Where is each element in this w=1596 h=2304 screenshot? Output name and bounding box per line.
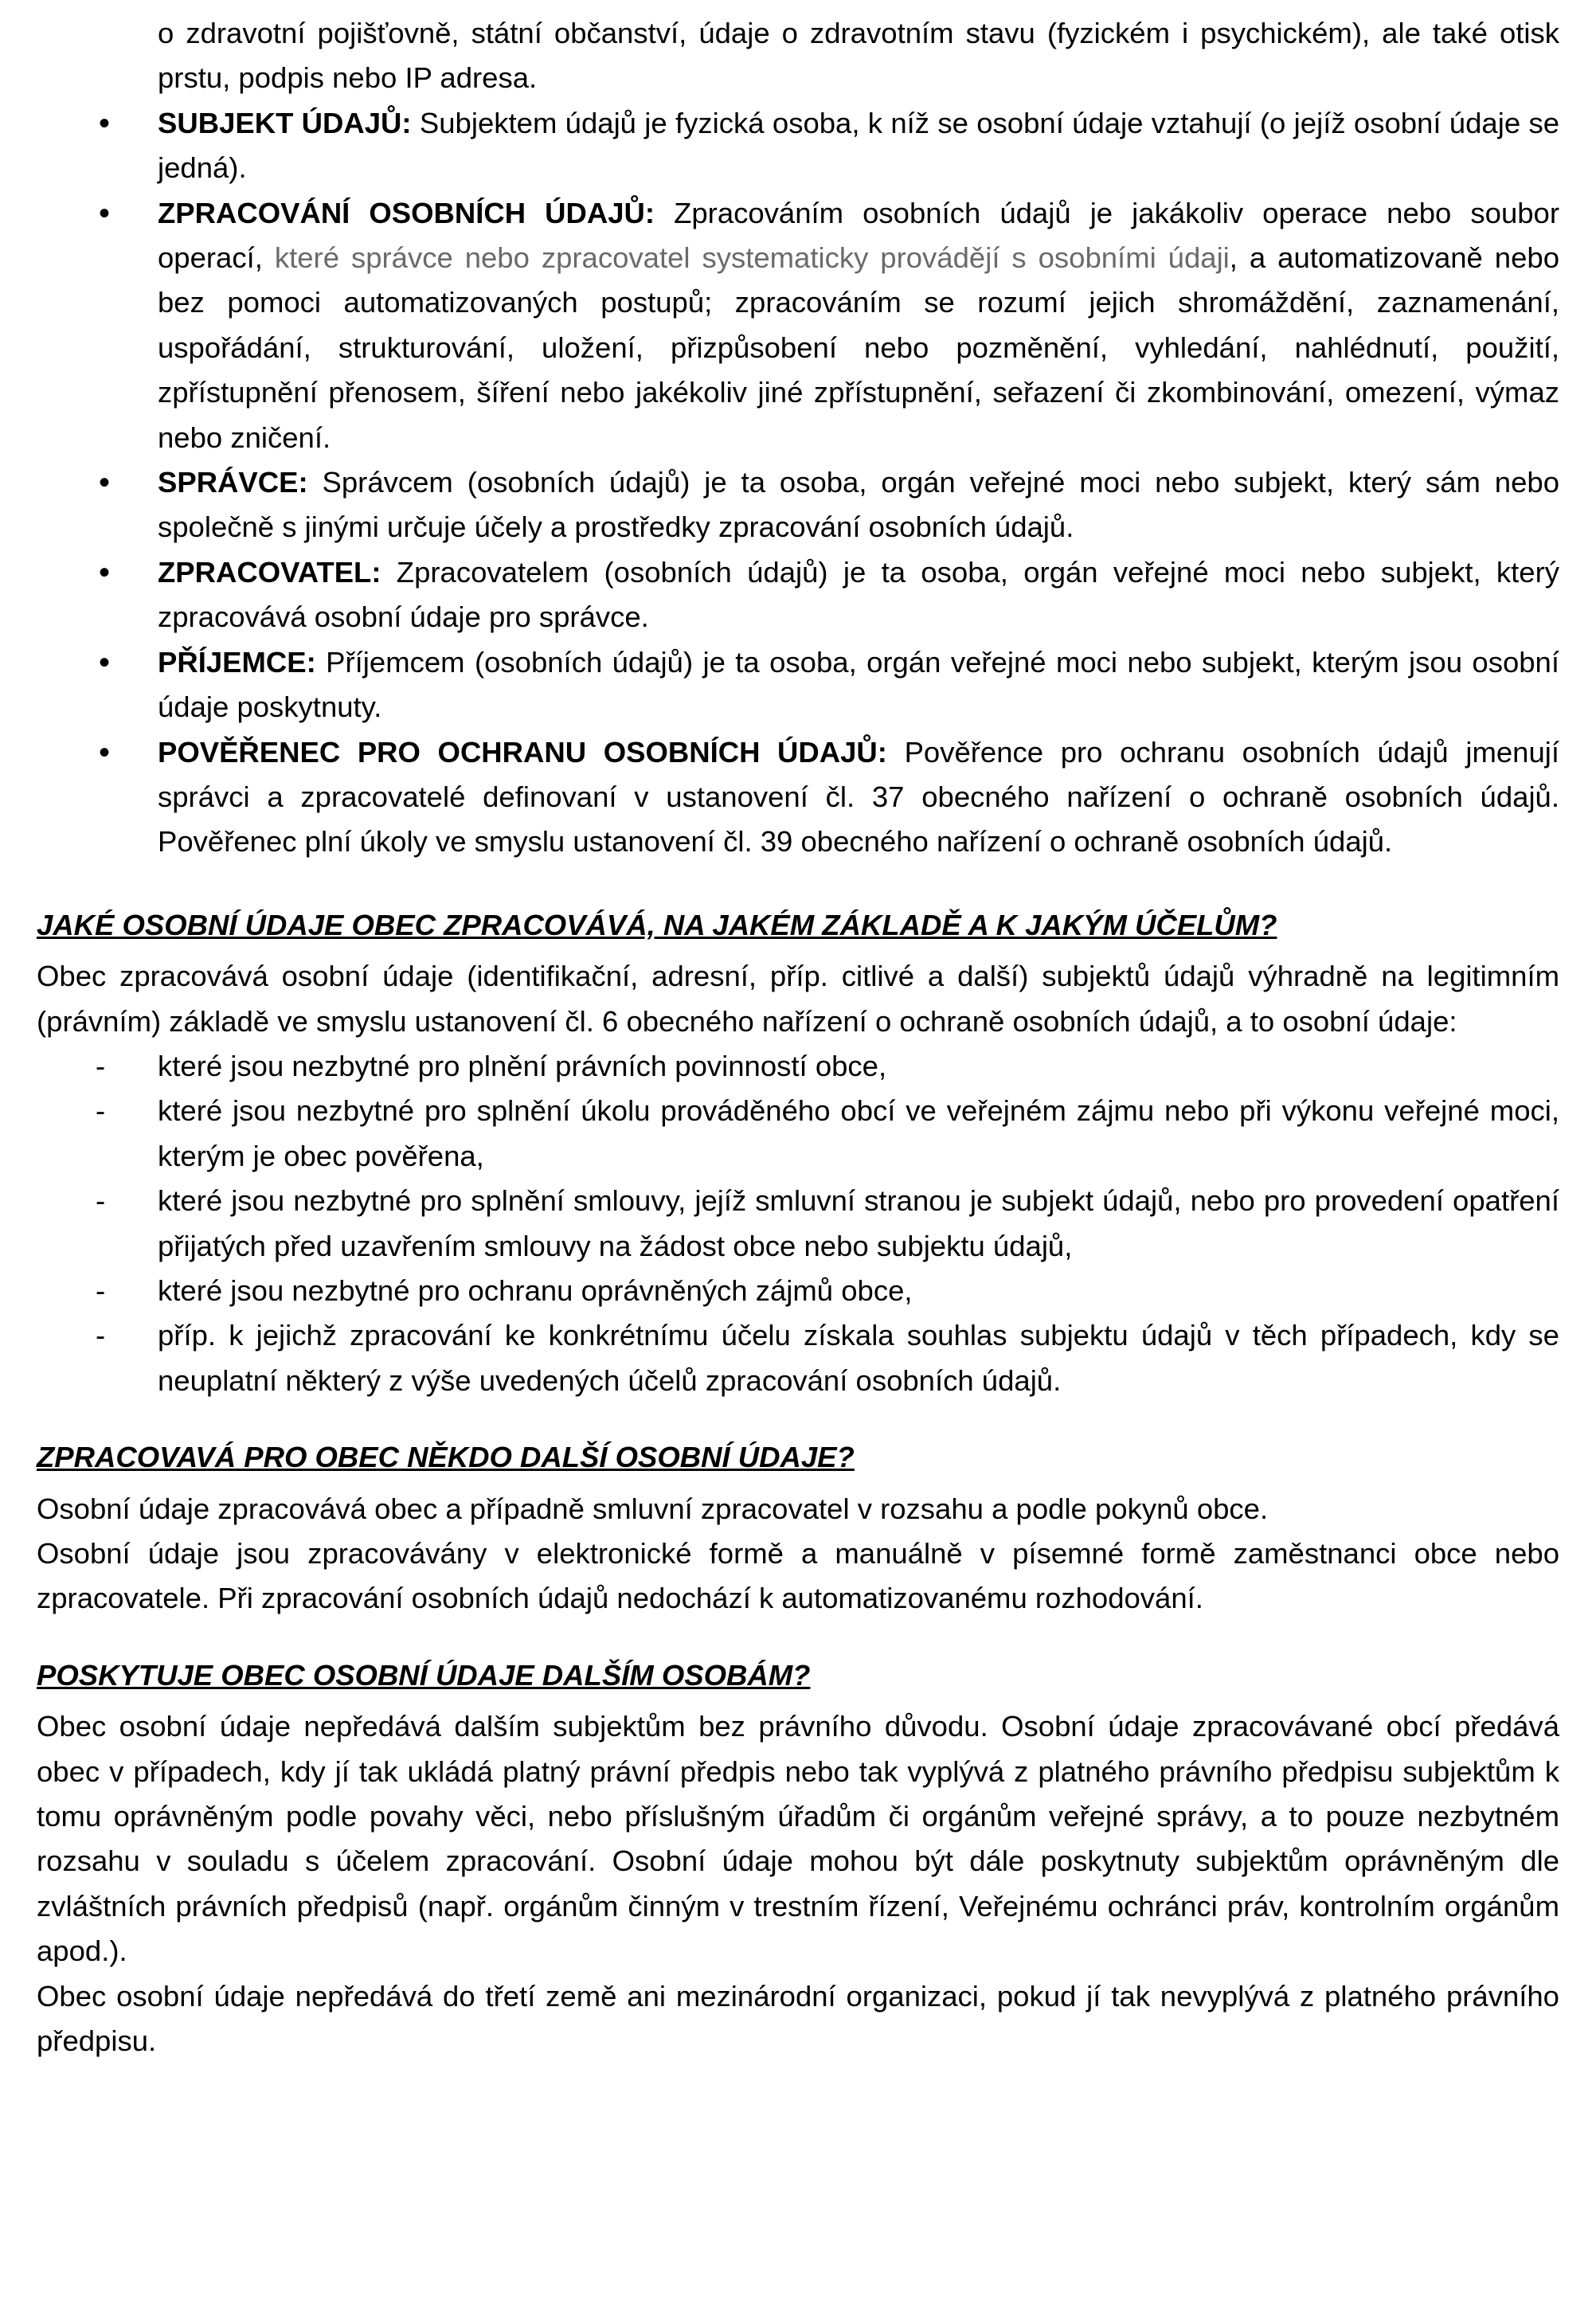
- definition-spravce: [37, 460, 1559, 550]
- list-item: - které jsou nezbytné pro splnění smlouvy, jejíž smluvní stranou je subjekt údajů, nebo pro provedení opatření přijatých před uzavřením smlouvy na žádost obce nebo subjektu údajů,: [37, 1179, 1559, 1269]
- definition-text: Zpracovatelem (osobních údajů) je ta osoba, orgán veřejné moci nebo subjekt, který zpracovává osobní údaje pro správce.: [158, 555, 1559, 634]
- list-item: - které jsou nezbytné pro splnění úkolu prováděného obcí ve veřejném zájmu nebo při výkonu veřejné moci, kterým je obec pověřena,: [37, 1089, 1559, 1179]
- section-paragraph: Obec zpracovává osobní údaje (identifikační, adresní, příp. citlivé a další) subjektů údajů výhradně na legitimním (právním) základě ve smyslu ustanovení čl. 6 obecného nařízení o ochraně osobních údajů, a to osobní údaje:: [37, 960, 1559, 1038]
- list-item: - které jsou nezbytné pro ochranu oprávněných zájmů obce,: [37, 1269, 1559, 1313]
- definition-prijemce: [37, 640, 1559, 730]
- section-heading: JAKÉ OSOBNÍ ÚDAJE OBEC ZPRACOVÁVÁ, NA JAKÉM ZÁKLADĚ A K JAKÝM ÚČELŮM?: [37, 908, 1277, 941]
- definition-text: Správcem (osobních údajů) je ta osoba, orgán veřejné moci nebo subjekt, který sám nebo společně s jinými určuje účely a prostředky zpracování osobních údajů.: [158, 466, 1559, 544]
- definition-term: ZPRACOVATEL:: [158, 555, 381, 589]
- definition-text-gray: které správce nebo zpracovatel systematicky provádějí s osobními údaji: [274, 241, 1230, 275]
- section-paragraph: Obec osobní údaje nepředává dalším subjektům bez právního důvodu. Osobní údaje zpracovávané obcí předává obec v případech, kdy jí tak ukládá platný právní předpis nebo tak vyplývá z platného právního předpisu subjektům k tomu oprávněným podle povahy věci, nebo příslušným úřadům či orgánům veřejné správy, a to pouze nezbytném rozsahu v souladu s účelem zpracování. Osobní údaje mohou být dále poskytnuty subjektům oprávněným dle zvláštních právních předpisů (např. orgánům činným v trestním řízení, Veřejnému ochránci práv, kontrolním orgánům apod.).: [37, 1710, 1559, 1968]
- definition-poverenec: [37, 730, 1559, 865]
- section-paragraph: Osobní údaje jsou zpracovávány v elektronické formě a manuálně v písemné formě zaměstnanci obce nebo zpracovatele. Při zpracování osobních údajů nedochází k automatizovanému rozhodování.: [37, 1537, 1559, 1615]
- definition-term: SPRÁVCE:: [158, 466, 308, 499]
- section-paragraph: Obec osobní údaje nepředává do třetí země ani mezinárodní organizaci, pokud jí tak nevyplývá z platného právního předpisu.: [37, 1979, 1559, 2058]
- list-item: - které jsou nezbytné pro plnění právních povinností obce,: [37, 1044, 1559, 1089]
- definition-text: Zpracováním osobních údajů je jakákoliv operace nebo soubor operací,: [158, 196, 1559, 275]
- definition-text: Příjemcem (osobních údajů) je ta osoba, orgán veřejné moci nebo subjekt, kterým jsou osobní údaje poskytnuty.: [158, 645, 1559, 724]
- document-page: [37, 11, 1559, 2063]
- section-heading: ZPRACOVAVÁ PRO OBEC NĚKDO DALŠÍ OSOBNÍ ÚDAJE?: [37, 1441, 855, 1474]
- definition-term: PŘÍJEMCE:: [158, 645, 316, 679]
- definition-subjekt: [37, 101, 1559, 191]
- section-paragraph: Osobní údaje zpracovává obec a případně smluvní zpracovatel v rozsahu a podle pokynů obce.: [37, 1492, 1269, 1525]
- definition-text: Pověřence pro ochranu osobních údajů jmenují správci a zpracovatelé definovaní v ustanovení čl. 37 obecného nařízení o ochraně osobních údajů. Pověřenec plní úkoly ve smyslu ustanovení čl. 39 obecného nařízení o ochraně osobních údajů.: [158, 735, 1559, 859]
- intro-continuation: o zdravotní pojišťovně, státní občanství, údaje o zdravotním stavu (fyzickém i psychickém), ale také otisk prstu, podpis nebo IP adresa.: [158, 17, 1559, 95]
- list-item: - příp. k jejichž zpracování ke konkrétnímu účelu získala souhlas subjektu údajů v těch případech, kdy se neuplatní některý z výše uvedených účelů zpracování osobních údajů.: [37, 1313, 1559, 1403]
- definition-text: , a automatizovaně nebo bez pomoci automatizovaných postupů; zpracováním se rozumí jejich shromáždění, zaznamenání, uspořádání, strukturování, uložení, přizpůsobení nebo pozměnění, vyhledání, nahlédnutí, použití, zpřístupnění přenosem, šíření nebo jakékoliv jiné zpřístupnění, seřazení či zkombinování, omezení, výmaz nebo zničení.: [158, 241, 1559, 454]
- definition-zpracovatel: [37, 550, 1559, 640]
- definitions-list: [37, 101, 1559, 865]
- definition-term: SUBJEKT ÚDAJŮ:: [158, 106, 412, 139]
- definition-term: ZPRACOVÁNÍ OSOBNÍCH ÚDAJŮ:: [158, 196, 655, 229]
- definition-text: Subjektem údajů je fyzická osoba, k níž se osobní údaje vztahují (o jejíž osobní údaje se jedná).: [158, 106, 1559, 185]
- definition-zpracovani: [37, 191, 1559, 460]
- definition-term: POVĚŘENEC PRO OCHRANU OSOBNÍCH ÚDAJŮ:: [158, 735, 887, 769]
- section-heading: POSKYTUJE OBEC OSOBNÍ ÚDAJE DALŠÍM OSOBÁM?: [37, 1658, 811, 1692]
- legal-basis-list: [37, 1044, 1559, 1403]
